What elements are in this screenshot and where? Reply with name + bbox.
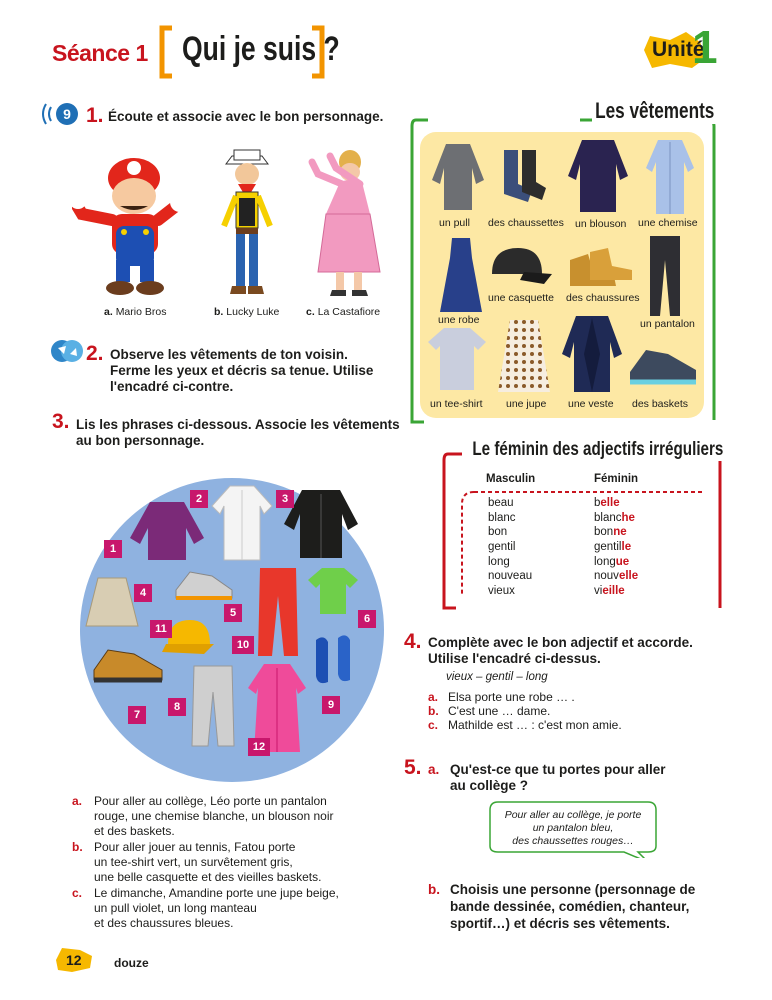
cloth-label-chemise: une chemise <box>638 217 698 229</box>
item-number-11: 11 <box>150 620 172 638</box>
unit-number: 1 <box>692 21 718 73</box>
ex2-number: 2. <box>86 342 104 365</box>
item-white-shirt <box>210 484 274 562</box>
ex1-instruction: Écoute et associe avec le bon personnage. <box>108 109 384 124</box>
caption-castafiore: c. La Castafiore <box>306 306 381 318</box>
cloth-label-chaussettes: des chaussettes <box>488 217 564 229</box>
ex2-line-2: Ferme les yeux et décris sa tenue. Utilise <box>110 363 374 378</box>
item-old-sneakers <box>90 640 166 688</box>
ex5-a-letter: a. <box>428 762 440 777</box>
item-number-4: 4 <box>134 584 152 602</box>
page-number-word: douze <box>114 956 149 970</box>
adjectives-title: Le féminin des adjectifs irréguliers <box>470 438 726 461</box>
adj-masc-2: bon <box>488 526 508 538</box>
cloth-robe-image <box>438 236 484 314</box>
item-sneakers <box>172 562 236 604</box>
ex1-number: 1. <box>86 104 104 127</box>
lucky-luke-figure <box>212 146 282 300</box>
adj-fem-5: nouvelle <box>594 570 639 582</box>
mario-figure <box>72 148 192 298</box>
ex4-line-2: Utilise l'encadré ci-dessus. <box>428 651 601 666</box>
item-beige-skirt <box>84 576 140 628</box>
adjectives-frame <box>440 444 722 612</box>
audio-track-number: 9 <box>63 106 71 122</box>
item-grey-joggers <box>190 664 236 748</box>
item-number-7: 7 <box>128 706 146 724</box>
adj-masc-1: blanc <box>488 512 516 524</box>
adj-masc-0: beau <box>488 497 514 509</box>
adj-fem-2: bonne <box>594 526 627 538</box>
ex4-line-1: Complète avec le bon adjectif et accorde. <box>428 635 693 650</box>
caption-mario: a. Mario Bros <box>104 306 167 318</box>
item-number-3: 3 <box>276 490 294 508</box>
unit-label: Unité <box>652 38 705 61</box>
speech-bubble-text: Pour aller au collège, je porte un pantalon bleu, des chaussettes rouges… <box>504 809 642 847</box>
clothes-title: Les vêtements <box>592 98 717 124</box>
cloth-label-baskets: des baskets <box>632 398 689 410</box>
adjectives-col-feminin: Féminin <box>594 473 639 485</box>
ex4-number: 4. <box>404 630 422 653</box>
cloth-blouson-image <box>566 138 630 214</box>
ex2-line-1: Observe les vêtements de ton voisin. <box>110 347 348 362</box>
cloth-baskets-image <box>626 338 700 394</box>
seance-label: Séance 1 <box>52 40 148 66</box>
item-number-10: 10 <box>232 636 254 654</box>
cloth-label-chaussures: des chaussures <box>566 292 640 304</box>
cloth-label-pull: un pull <box>439 217 470 229</box>
ex5-b-line-1: Choisis une personne (personnage de <box>450 882 696 897</box>
ex5-a-line-1: Qu'est-ce que tu portes pour aller <box>450 762 666 777</box>
cloth-chemise-image <box>644 138 696 216</box>
caption-lucky-luke: b. Lucky Luke <box>214 306 280 318</box>
ex5-number: 5. <box>404 756 422 779</box>
item-number-8: 8 <box>168 698 186 716</box>
cloth-label-robe: une robe <box>438 314 480 326</box>
cloth-chaussures-image <box>564 240 636 292</box>
cloth-label-teeshirt: un tee-shirt <box>430 398 483 410</box>
ex3-number: 3. <box>52 410 70 433</box>
adj-masc-3: gentil <box>488 541 516 553</box>
castafiore-figure <box>306 144 388 300</box>
item-number-12: 12 <box>248 738 270 756</box>
cloth-label-blouson: un blouson <box>575 218 627 230</box>
cloth-label-veste: une veste <box>568 398 614 410</box>
adj-fem-4: longue <box>594 556 630 568</box>
page-title: Qui je suis ? <box>182 30 340 68</box>
adj-masc-5: nouveau <box>488 570 533 582</box>
cloth-chaussettes-image <box>496 148 548 206</box>
cloth-teeshirt-image <box>426 326 488 392</box>
ex3-line-1: Lis les phrases ci-dessous. Associe les vêtements <box>76 417 400 432</box>
ex4-word-bank: vieux – gentil – long <box>446 671 548 683</box>
ex3-line-2: au bon personnage. <box>76 433 205 448</box>
adj-masc-4: long <box>488 556 510 568</box>
item-number-6: 6 <box>358 610 376 628</box>
item-blue-heels <box>310 630 360 690</box>
pair-work-icon <box>50 336 84 366</box>
item-number-5: 5 <box>224 604 242 622</box>
cloth-label-jupe: une jupe <box>506 398 547 410</box>
item-number-1: 1 <box>104 540 122 558</box>
cloth-jupe-image <box>496 318 552 394</box>
cloth-casquette-image <box>484 244 554 290</box>
adj-fem-6: vieille <box>594 585 625 597</box>
cloth-veste-image <box>560 314 624 394</box>
adj-fem-3: gentille <box>594 541 632 553</box>
item-number-9: 9 <box>322 696 340 714</box>
item-number-2: 2 <box>190 490 208 508</box>
audio-track-icon[interactable] <box>38 100 84 128</box>
ex5-b-letter: b. <box>428 882 440 897</box>
adjectives-col-masculin: Masculin <box>486 473 536 485</box>
ex5-b-line-2: bande dessinée, comédien, chanteur, <box>450 899 690 914</box>
ex2-line-3: l'encadré ci-contre. <box>110 379 234 394</box>
cloth-label-casquette: une casquette <box>488 292 554 304</box>
ex5-a-line-2: au collège ? <box>450 778 529 793</box>
adj-fem-0: belle <box>594 497 620 509</box>
item-red-trousers <box>256 566 300 658</box>
adj-masc-6: vieux <box>488 585 515 597</box>
page-number: 12 <box>66 952 82 968</box>
cloth-label-pantalon: un pantalon <box>640 318 695 330</box>
ex5-b-line-3: sportif…) et décris ses vêtements. <box>450 916 670 931</box>
cloth-pull-image <box>430 140 486 212</box>
adj-fem-1: blanche <box>594 512 635 524</box>
cloth-pantalon-image <box>648 234 682 318</box>
item-green-tshirt <box>306 566 360 616</box>
